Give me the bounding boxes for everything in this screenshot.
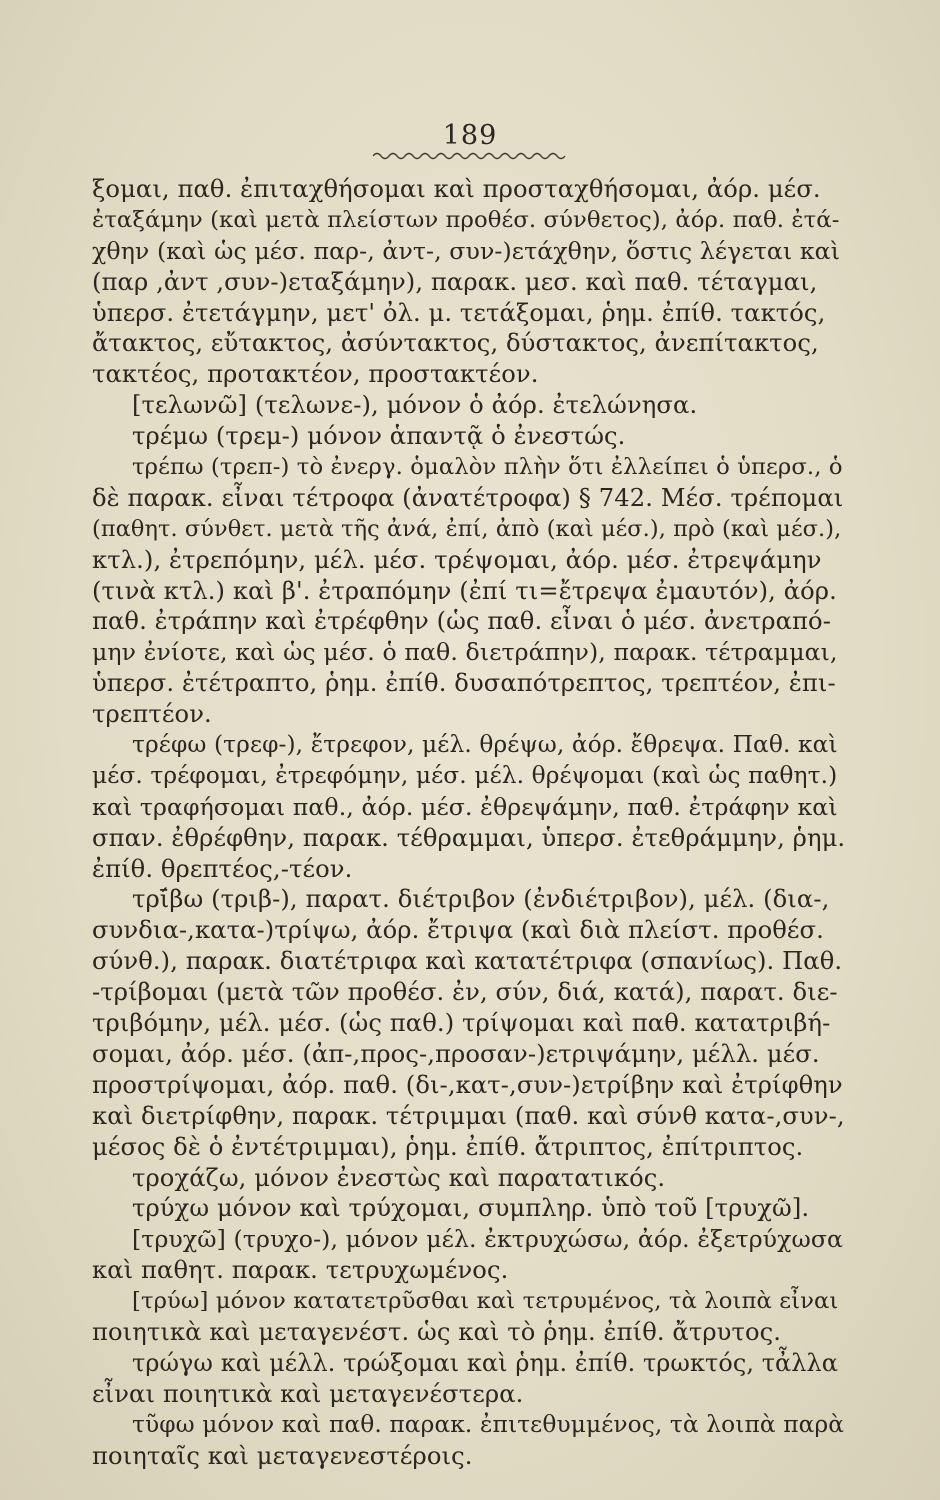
text-line: ἄτακτος, εὔτακτος, ἀσύντακτος, δύστακτος, ἀνεπίτακτος, (92, 329, 819, 358)
text-line: τρώγω καὶ μέλλ. τρώξομαι καὶ ῥημ. ἐπίθ. τρωκτός, τἆλλα (132, 1348, 838, 1377)
text-line: τρύχω μόνον καὶ τρύχομαι, συμπληρ. ὑπὸ τοῦ [τρυχῶ]. (132, 1194, 810, 1223)
text-line: ἐταξάμην (καὶ μετὰ πλείστων προθέσ. σύνθετος), ἀόρ. παθ. ἐτά- (92, 206, 840, 233)
text-line: τρέφω (τρεφ-), ἔτρεφον, μέλ. θρέψω, ἀόρ. ἔθρεψα. Παθ. καὶ (132, 731, 838, 759)
text-line: εἶναι ποιητικὰ καὶ μεταγενέστερα. (92, 1379, 524, 1408)
text-line: (τινὰ κτλ.) καὶ β'. ἐτραπόμην (ἐπί τι=ἔτρεψα ἐμαυτόν), ἀόρ. (92, 576, 837, 605)
text-line: μέσος δὲ ὁ ἐντέτριμμαι), ῥημ. ἐπίθ. ἄτριπτος, ἐπίτριπτος. (92, 1132, 804, 1161)
text-line: συνδια-,κατα-)τρίψω, ἀόρ. ἔτριψα (καὶ διὰ πλείστ. προθέσ. (92, 916, 824, 945)
text-line: [τελωνῶ] (τελωνε-), μόνον ὁ ἀόρ. ἐτελώνησα. (132, 391, 698, 420)
text-line: (παρ ,ἀντ ,συν-)εταξάμην), παρακ. μεσ. καὶ παθ. τέταγμαι, (92, 267, 818, 296)
text-line: ποιηταῖς καὶ μεταγενεστέροις. (92, 1441, 473, 1470)
text-line: μην ἐνίοτε, καὶ ὡς μέσ. ὁ παθ. διετράπην), παρακ. τέτραμμαι, (92, 638, 838, 667)
text-line: ποιητικὰ καὶ μεταγενέστ. ὡς καὶ τὸ ῥημ. ἐπίθ. ἄτρυτος. (92, 1317, 782, 1346)
text-line: δὲ παρακ. εἶναι τέτροφα (ἀνατέτροφα) § 742. Μέσ. τρέπομαι (92, 483, 844, 512)
text-line: σπαν. ἐθρέφθην, παρακ. τέθραμμαι, ὑπερσ. ἐτεθράμμην, ῥημ. (92, 823, 846, 852)
text-line: τρέπω (τρεπ-) τὸ ἐνεργ. ὁμαλὸν πλὴν ὅτι ἐλλείπει ὁ ὑπερσ., ὁ (132, 454, 843, 481)
text-line: παθ. ἐτράπην καὶ ἐτρέφθην (ὡς παθ. εἶναι ὁ μέσ. ἀνετραπό- (92, 607, 831, 636)
text-line: τῦφω μόνον καὶ παθ. παρακ. ἐπιτεθυμμένος, τὰ λοιπὰ παρὰ (132, 1410, 845, 1438)
text-line: ὑπερσ. ἐτετάγμην, μετ' ὀλ. μ. τετάξομαι, ῥημ. ἐπίθ. τακτός, (92, 298, 826, 327)
text-line: ἐπίθ. θρεπτέος,-τέον. (92, 854, 353, 883)
page-number: 189 (442, 120, 498, 151)
text-line: τακτέος, προτακτέον, προστακτέον. (92, 360, 539, 389)
text-line: (παθητ. σύνθετ. μετὰ τῆς ἀνά, ἐπί, ἀπὸ (καὶ μέσ.), πρὸ (καὶ μέσ.), (92, 515, 842, 542)
text-line: τρέμω (τρεμ-) μόνον ἁπαντᾷ ὁ ἐνεστώς. (132, 422, 626, 451)
text-line: σύνθ.), παρακ. διατέτριφα καὶ κατατέτριφα (σπανίως). Παθ. (92, 947, 843, 976)
text-line: ὑπερσ. ἐτέτραπτο, ῥημ. ἐπίθ. δυσαπότρεπτος, τρεπτέον, ἐπι- (92, 669, 836, 698)
text-line: χθην (καὶ ὡς μέσ. παρ-, ἀντ-, συν-)ετάχθην, ὅστις λέγεται καὶ (92, 236, 841, 265)
text-line: τρεπτέον. (92, 700, 212, 729)
text-line: σομαι, ἀόρ. μέσ. (ἀπ-,προς-,προσαν-)ετριψάμην, μέλλ. μέσ. (92, 1039, 820, 1068)
text-line: τροχάζω, μόνον ἐνεστὼς καὶ παρατατικός. (132, 1163, 666, 1192)
text-line: καὶ παθητ. παρακ. τετρυχωμένος. (92, 1256, 509, 1285)
text-line: καὶ διετρίφθην, παρακ. τέτριμμαι (παθ. καὶ σύνθ κατα-,συν-, (92, 1101, 845, 1130)
text-line: καὶ τραφήσομαι παθ., ἀόρ. μέσ. ἐθρεψάμην, παθ. ἐτράφην καὶ (92, 792, 838, 821)
text-line: μέσ. τρέφομαι, ἐτρεφόμην, μέσ. μέλ. θρέψομαι (καὶ ὡς παθητ.) (92, 761, 838, 789)
text-line: προστρίψομαι, ἀόρ. παθ. (δι-,κατ-,συν-)ετρίβην καὶ ἐτρίφθην (92, 1070, 843, 1099)
text-line: -τρίβομαι (μετὰ τῶν προθέσ. ἐν, σύν, διά, κατά), παρατ. διε- (92, 978, 838, 1007)
text-line: [τρύω] μόνον κατατετρῦσθαι καὶ τετρυμένος, τὰ λοιπὰ εἶναι (132, 1288, 839, 1315)
text-line: κτλ.), ἐτρεπόμην, μέλ. μέσ. τρέψομαι, ἀόρ. μέσ. ἐτρεψάμην (92, 545, 822, 574)
text-line: τριβόμην, μέλ. μέσ. (ὡς παθ.) τρίψομαι καὶ παθ. κατατριβή- (92, 1009, 831, 1038)
wavy-rule-ornament (373, 150, 567, 162)
text-line: ξομαι, παθ. ἐπιταχθήσομαι καὶ προσταχθήσομαι, ἀόρ. μέσ. (92, 175, 821, 203)
text-line: τρῑ́βω (τριβ-), παρατ. διέτριβον (ἐνδιέτριβον), μέλ. (δια-, (132, 885, 830, 914)
page-text-body (92, 174, 846, 1471)
text-line: [τρυχῶ] (τρυχο-), μόνον μέλ. ἐκτρυχώσω, ἀόρ. ἐξετρύχωσα (132, 1225, 844, 1254)
wavy-rule-line (373, 154, 565, 159)
